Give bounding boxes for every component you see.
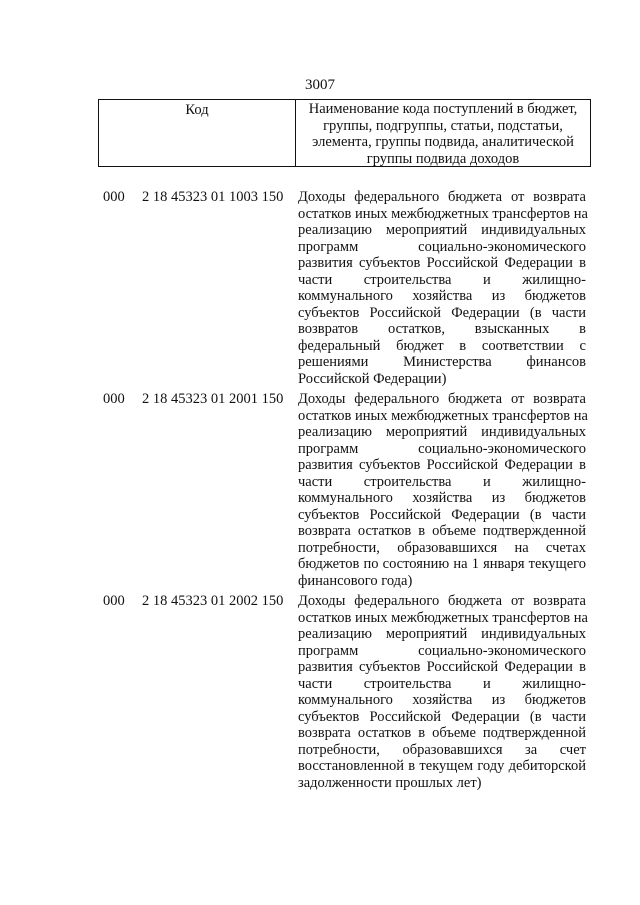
header-name-line: группы, подгруппы, статьи, подстатьи,: [323, 117, 563, 134]
revenue-code: 2 18 45323 01 1003 150: [142, 189, 284, 205]
header-name-line: Наименование кода поступлений в бюджет,: [308, 101, 578, 117]
description-line: возвратов остатков, взысканных в: [298, 321, 586, 337]
description-line: Доходы федерального бюджета от возврата: [298, 593, 586, 609]
description-line: реализацию мероприятий индивидуальных: [298, 626, 586, 642]
page-number: 3007: [305, 77, 335, 93]
description-line: решениями Министерства финансов: [298, 354, 586, 370]
revenue-description: [298, 593, 586, 791]
description-line: программ социально-экономического: [298, 440, 586, 457]
description-line: коммунального хозяйства из бюджетов: [298, 288, 586, 304]
table-header: [98, 99, 591, 167]
description-line: остатков иных межбюджетных трансфертов на: [298, 205, 588, 222]
admin-code: 000: [103, 391, 125, 407]
description-line: реализацию мероприятий индивидуальных: [298, 222, 586, 238]
description-line: программ социально-экономического: [298, 642, 586, 659]
description-line: остатков иных межбюджетных трансфертов на: [298, 407, 588, 424]
admin-code: 000: [103, 593, 125, 609]
description-line: коммунального хозяйства из бюджетов: [298, 692, 586, 708]
description-line: части строительства и жилищно-: [298, 675, 586, 692]
description-line: возврата остатков в объеме подтвержденной: [298, 523, 586, 539]
revenue-code: 2 18 45323 01 2001 150: [142, 391, 284, 407]
description-line: потребности, образовавшихся на счетах: [298, 539, 586, 556]
description-line: бюджетов по состоянию на 1 января текущего: [298, 556, 586, 572]
header-code-cell: Код: [99, 100, 296, 166]
description-line: части строительства и жилищно-: [298, 271, 586, 288]
description-line: восстановленной в текущем году дебиторской: [298, 758, 586, 774]
description-line: развития субъектов Российской Федерации в: [298, 457, 586, 473]
description-line: остатков иных межбюджетных трансфертов на: [298, 609, 588, 626]
description-line: субъектов Российской Федерации (в части: [298, 304, 586, 321]
description-line: части строительства и жилищно-: [298, 473, 586, 490]
description-line: финансового года): [298, 572, 413, 589]
description-line: субъектов Российской Федерации (в части: [298, 708, 586, 725]
description-line: программ социально-экономического: [298, 238, 586, 255]
revenue-description: [298, 391, 586, 589]
description-line: развития субъектов Российской Федерации в: [298, 255, 586, 271]
header-name-line: группы подвида доходов: [366, 150, 520, 167]
description-line: реализацию мероприятий индивидуальных: [298, 424, 586, 440]
description-line: Доходы федерального бюджета от возврата: [298, 189, 586, 205]
description-line: Доходы федерального бюджета от возврата: [298, 391, 586, 407]
description-line: возврата остатков в объеме подтвержденной: [298, 725, 586, 741]
description-line: задолженности прошлых лет): [298, 774, 482, 791]
revenue-description: [298, 189, 586, 387]
revenue-code: 2 18 45323 01 2002 150: [142, 593, 284, 609]
description-line: коммунального хозяйства из бюджетов: [298, 490, 586, 506]
header-name-line: элемента, группы подвида, аналитической: [312, 134, 574, 150]
description-line: развития субъектов Российской Федерации в: [298, 659, 586, 675]
header-name-cell: [296, 100, 590, 166]
description-line: Российской Федерации): [298, 370, 447, 387]
description-line: субъектов Российской Федерации (в части: [298, 506, 586, 523]
admin-code: 000: [103, 189, 125, 205]
description-line: потребности, образовавшихся за счет: [298, 741, 586, 758]
description-line: федеральный бюджет в соответствии с: [298, 337, 586, 354]
